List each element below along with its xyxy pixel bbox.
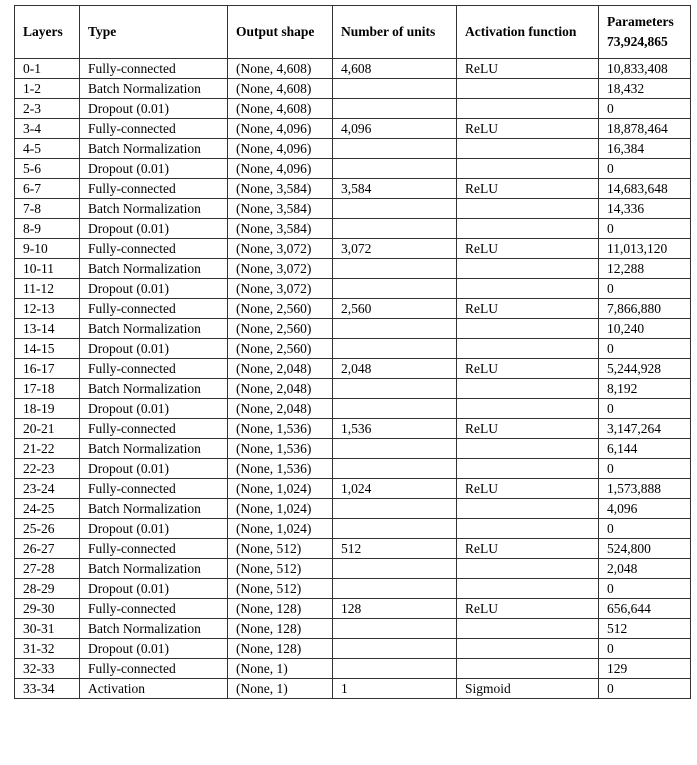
cell-units <box>333 339 457 359</box>
cell-output-shape: (None, 2,560) <box>228 299 333 319</box>
cell-output-shape: (None, 2,048) <box>228 359 333 379</box>
cell-layers: 20-21 <box>15 419 80 439</box>
cell-output-shape: (None, 4,096) <box>228 159 333 179</box>
cell-type: Dropout (0.01) <box>80 279 228 299</box>
cell-parameters: 10,240 <box>599 319 691 339</box>
cell-type: Batch Normalization <box>80 619 228 639</box>
cell-type: Fully-connected <box>80 299 228 319</box>
cell-layers: 13-14 <box>15 319 80 339</box>
cell-output-shape: (None, 1,024) <box>228 499 333 519</box>
cell-layers: 24-25 <box>15 499 80 519</box>
cell-activation: ReLU <box>457 419 599 439</box>
cell-type: Fully-connected <box>80 479 228 499</box>
cell-output-shape: (None, 128) <box>228 639 333 659</box>
cell-layers: 31-32 <box>15 639 80 659</box>
cell-type: Dropout (0.01) <box>80 219 228 239</box>
table-row <box>15 119 691 139</box>
cell-type: Dropout (0.01) <box>80 639 228 659</box>
cell-output-shape: (None, 128) <box>228 599 333 619</box>
cell-layers: 29-30 <box>15 599 80 619</box>
table-row <box>15 199 691 219</box>
cell-units <box>333 439 457 459</box>
cell-units: 512 <box>333 539 457 559</box>
cell-activation <box>457 279 599 299</box>
cell-layers: 27-28 <box>15 559 80 579</box>
table-row <box>15 159 691 179</box>
table-row <box>15 139 691 159</box>
cell-output-shape: (None, 3,072) <box>228 259 333 279</box>
cell-type: Fully-connected <box>80 599 228 619</box>
table-row <box>15 499 691 519</box>
cell-activation <box>457 99 599 119</box>
cell-output-shape: (None, 128) <box>228 619 333 639</box>
cell-type: Batch Normalization <box>80 559 228 579</box>
cell-parameters: 0 <box>599 279 691 299</box>
cell-units <box>333 99 457 119</box>
cell-activation: ReLU <box>457 179 599 199</box>
cell-layers: 12-13 <box>15 299 80 319</box>
cell-type: Dropout (0.01) <box>80 459 228 479</box>
cell-layers: 21-22 <box>15 439 80 459</box>
cell-units <box>333 399 457 419</box>
cell-activation <box>457 319 599 339</box>
cell-output-shape: (None, 3,072) <box>228 239 333 259</box>
cell-units: 2,560 <box>333 299 457 319</box>
cell-parameters: 129 <box>599 659 691 679</box>
cell-type: Fully-connected <box>80 419 228 439</box>
cell-type: Dropout (0.01) <box>80 339 228 359</box>
cell-output-shape: (None, 2,048) <box>228 379 333 399</box>
table-row <box>15 339 691 359</box>
table-row <box>15 659 691 679</box>
cell-activation: ReLU <box>457 239 599 259</box>
cell-parameters: 14,336 <box>599 199 691 219</box>
table-row <box>15 179 691 199</box>
cell-layers: 30-31 <box>15 619 80 639</box>
table-row <box>15 479 691 499</box>
cell-units: 2,048 <box>333 359 457 379</box>
cell-layers: 5-6 <box>15 159 80 179</box>
cell-parameters: 18,878,464 <box>599 119 691 139</box>
cell-parameters: 0 <box>599 639 691 659</box>
cell-output-shape: (None, 1,024) <box>228 479 333 499</box>
cell-type: Fully-connected <box>80 179 228 199</box>
cell-activation <box>457 339 599 359</box>
cell-parameters: 0 <box>599 339 691 359</box>
cell-activation <box>457 259 599 279</box>
table-row <box>15 639 691 659</box>
cell-layers: 4-5 <box>15 139 80 159</box>
cell-units <box>333 659 457 679</box>
header-type: Type <box>80 6 228 59</box>
cell-activation <box>457 639 599 659</box>
cell-units <box>333 159 457 179</box>
header-parameters-label: Parameters <box>607 14 674 29</box>
cell-layers: 0-1 <box>15 59 80 79</box>
cell-activation: ReLU <box>457 59 599 79</box>
cell-output-shape: (None, 1,536) <box>228 459 333 479</box>
cell-parameters: 0 <box>599 99 691 119</box>
cell-activation: Sigmoid <box>457 679 599 699</box>
table-row <box>15 399 691 419</box>
cell-layers: 1-2 <box>15 79 80 99</box>
cell-output-shape: (None, 1,536) <box>228 439 333 459</box>
cell-parameters: 0 <box>599 679 691 699</box>
table-row <box>15 299 691 319</box>
cell-type: Dropout (0.01) <box>80 159 228 179</box>
cell-parameters: 11,013,120 <box>599 239 691 259</box>
cell-type: Batch Normalization <box>80 79 228 99</box>
header-parameters <box>599 6 691 59</box>
cell-parameters: 2,048 <box>599 559 691 579</box>
table-row <box>15 379 691 399</box>
cell-units <box>333 139 457 159</box>
table-row <box>15 599 691 619</box>
cell-parameters: 1,573,888 <box>599 479 691 499</box>
cell-type: Activation <box>80 679 228 699</box>
cell-activation <box>457 379 599 399</box>
cell-activation <box>457 139 599 159</box>
cell-layers: 33-34 <box>15 679 80 699</box>
cell-activation: ReLU <box>457 359 599 379</box>
cell-layers: 9-10 <box>15 239 80 259</box>
cell-parameters: 4,096 <box>599 499 691 519</box>
cell-output-shape: (None, 3,584) <box>228 219 333 239</box>
table-row <box>15 59 691 79</box>
cell-activation: ReLU <box>457 599 599 619</box>
cell-layers: 6-7 <box>15 179 80 199</box>
header-total-parameters: 73,924,865 <box>607 34 668 49</box>
cell-parameters: 10,833,408 <box>599 59 691 79</box>
cell-output-shape: (None, 4,608) <box>228 79 333 99</box>
cell-layers: 26-27 <box>15 539 80 559</box>
cell-units: 4,608 <box>333 59 457 79</box>
cell-type: Dropout (0.01) <box>80 579 228 599</box>
cell-layers: 32-33 <box>15 659 80 679</box>
cell-units: 1,536 <box>333 419 457 439</box>
cell-activation: ReLU <box>457 299 599 319</box>
cell-output-shape: (None, 2,560) <box>228 319 333 339</box>
cell-output-shape: (None, 1) <box>228 679 333 699</box>
cell-output-shape: (None, 512) <box>228 559 333 579</box>
table-row <box>15 439 691 459</box>
cell-layers: 23-24 <box>15 479 80 499</box>
cell-layers: 28-29 <box>15 579 80 599</box>
cell-type: Batch Normalization <box>80 439 228 459</box>
cell-units <box>333 379 457 399</box>
cell-activation <box>457 579 599 599</box>
cell-parameters: 0 <box>599 159 691 179</box>
cell-units: 4,096 <box>333 119 457 139</box>
header-activation: Activation function <box>457 6 599 59</box>
cell-output-shape: (None, 3,072) <box>228 279 333 299</box>
cell-parameters: 0 <box>599 519 691 539</box>
cell-units: 1,024 <box>333 479 457 499</box>
cell-parameters: 3,147,264 <box>599 419 691 439</box>
cell-type: Dropout (0.01) <box>80 399 228 419</box>
cell-layers: 18-19 <box>15 399 80 419</box>
cell-activation <box>457 199 599 219</box>
table-row <box>15 259 691 279</box>
cell-type: Dropout (0.01) <box>80 519 228 539</box>
cell-activation <box>457 659 599 679</box>
cell-units <box>333 219 457 239</box>
cell-units: 1 <box>333 679 457 699</box>
table-row <box>15 539 691 559</box>
cell-activation <box>457 399 599 419</box>
cell-units <box>333 459 457 479</box>
header-output-shape: Output shape <box>228 6 333 59</box>
cell-activation <box>457 159 599 179</box>
cell-parameters: 524,800 <box>599 539 691 559</box>
cell-parameters: 0 <box>599 459 691 479</box>
cell-parameters: 18,432 <box>599 79 691 99</box>
table-row <box>15 319 691 339</box>
cell-activation <box>457 559 599 579</box>
cell-activation <box>457 499 599 519</box>
cell-type: Batch Normalization <box>80 199 228 219</box>
cell-parameters: 12,288 <box>599 259 691 279</box>
cell-type: Fully-connected <box>80 659 228 679</box>
cell-layers: 3-4 <box>15 119 80 139</box>
cell-output-shape: (None, 512) <box>228 579 333 599</box>
table-row <box>15 559 691 579</box>
cell-layers: 14-15 <box>15 339 80 359</box>
cell-parameters: 5,244,928 <box>599 359 691 379</box>
cell-units <box>333 559 457 579</box>
cell-units <box>333 199 457 219</box>
cell-units: 128 <box>333 599 457 619</box>
cell-units <box>333 319 457 339</box>
cell-type: Fully-connected <box>80 359 228 379</box>
table-row <box>15 459 691 479</box>
cell-output-shape: (None, 2,560) <box>228 339 333 359</box>
cell-layers: 25-26 <box>15 519 80 539</box>
table-row <box>15 579 691 599</box>
cell-output-shape: (None, 512) <box>228 539 333 559</box>
cell-output-shape: (None, 4,608) <box>228 99 333 119</box>
table-row <box>15 239 691 259</box>
cell-type: Dropout (0.01) <box>80 99 228 119</box>
cell-activation <box>457 619 599 639</box>
cell-activation <box>457 439 599 459</box>
table-row <box>15 79 691 99</box>
header-row <box>15 6 691 59</box>
table-body <box>15 59 691 699</box>
cell-output-shape: (None, 4,096) <box>228 139 333 159</box>
table-row <box>15 519 691 539</box>
model-architecture-table <box>14 5 691 699</box>
header-layers: Layers <box>15 6 80 59</box>
cell-units: 3,584 <box>333 179 457 199</box>
cell-parameters: 512 <box>599 619 691 639</box>
cell-activation: ReLU <box>457 479 599 499</box>
table-row <box>15 99 691 119</box>
cell-type: Batch Normalization <box>80 499 228 519</box>
table-row <box>15 279 691 299</box>
cell-activation: ReLU <box>457 119 599 139</box>
cell-units <box>333 259 457 279</box>
cell-output-shape: (None, 1,536) <box>228 419 333 439</box>
cell-layers: 7-8 <box>15 199 80 219</box>
cell-type: Fully-connected <box>80 539 228 559</box>
cell-parameters: 6,144 <box>599 439 691 459</box>
cell-parameters: 16,384 <box>599 139 691 159</box>
cell-type: Fully-connected <box>80 119 228 139</box>
cell-units <box>333 619 457 639</box>
cell-units <box>333 579 457 599</box>
cell-activation <box>457 459 599 479</box>
cell-activation: ReLU <box>457 539 599 559</box>
cell-units <box>333 279 457 299</box>
cell-parameters: 656,644 <box>599 599 691 619</box>
cell-activation <box>457 519 599 539</box>
cell-output-shape: (None, 1,024) <box>228 519 333 539</box>
cell-output-shape: (None, 4,096) <box>228 119 333 139</box>
cell-units <box>333 519 457 539</box>
cell-type: Batch Normalization <box>80 379 228 399</box>
cell-type: Fully-connected <box>80 239 228 259</box>
cell-units <box>333 499 457 519</box>
cell-parameters: 0 <box>599 219 691 239</box>
cell-parameters: 14,683,648 <box>599 179 691 199</box>
table-row <box>15 679 691 699</box>
cell-parameters: 8,192 <box>599 379 691 399</box>
table-row <box>15 619 691 639</box>
table-row <box>15 419 691 439</box>
cell-output-shape: (None, 4,608) <box>228 59 333 79</box>
cell-type: Batch Normalization <box>80 139 228 159</box>
cell-layers: 2-3 <box>15 99 80 119</box>
cell-output-shape: (None, 1) <box>228 659 333 679</box>
cell-layers: 10-11 <box>15 259 80 279</box>
cell-layers: 8-9 <box>15 219 80 239</box>
cell-activation <box>457 219 599 239</box>
cell-parameters: 0 <box>599 579 691 599</box>
cell-layers: 22-23 <box>15 459 80 479</box>
cell-output-shape: (None, 3,584) <box>228 199 333 219</box>
cell-output-shape: (None, 2,048) <box>228 399 333 419</box>
cell-layers: 16-17 <box>15 359 80 379</box>
cell-activation <box>457 79 599 99</box>
cell-layers: 17-18 <box>15 379 80 399</box>
cell-units <box>333 79 457 99</box>
table-row <box>15 219 691 239</box>
cell-output-shape: (None, 3,584) <box>228 179 333 199</box>
cell-layers: 11-12 <box>15 279 80 299</box>
cell-type: Batch Normalization <box>80 259 228 279</box>
cell-type: Batch Normalization <box>80 319 228 339</box>
table-row <box>15 359 691 379</box>
cell-units: 3,072 <box>333 239 457 259</box>
cell-parameters: 0 <box>599 399 691 419</box>
cell-parameters: 7,866,880 <box>599 299 691 319</box>
cell-units <box>333 639 457 659</box>
header-units: Number of units <box>333 6 457 59</box>
cell-type: Fully-connected <box>80 59 228 79</box>
